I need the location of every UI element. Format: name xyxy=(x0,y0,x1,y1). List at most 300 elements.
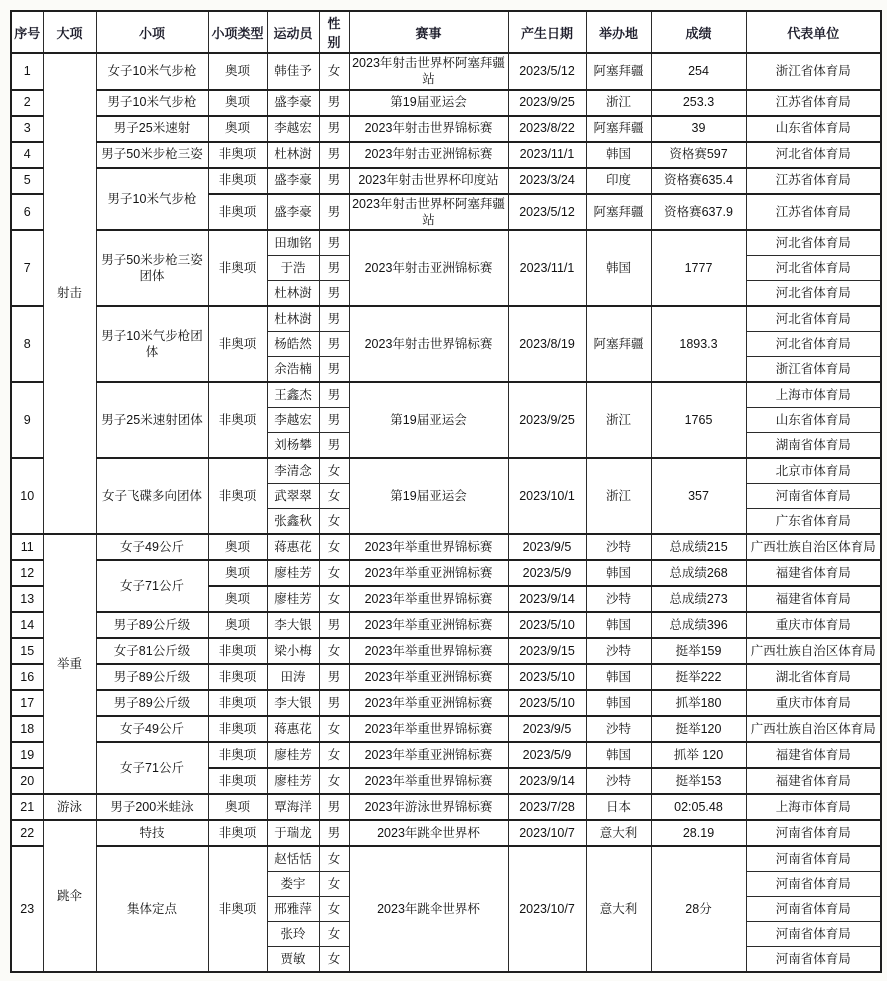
table-row xyxy=(11,142,881,168)
cell-unit: 江苏省体育局 xyxy=(746,90,881,116)
cell-venue: 沙特 xyxy=(586,586,651,612)
cell-athlete: 廖桂芳 xyxy=(267,560,319,586)
cell-athlete: 张玲 xyxy=(267,922,319,947)
cell-venue: 沙特 xyxy=(586,534,651,560)
cell-event: 男子89公斤级 xyxy=(96,664,208,690)
cell-gender: 女 xyxy=(319,742,349,768)
cell-event-type: 奥项 xyxy=(208,586,267,612)
cell-gender: 男 xyxy=(319,142,349,168)
cell-event-type: 奥项 xyxy=(208,612,267,638)
cell-venue: 印度 xyxy=(586,168,651,194)
cell-result: 总成绩396 xyxy=(651,612,746,638)
cell-venue: 沙特 xyxy=(586,716,651,742)
cell-date: 2023/9/14 xyxy=(508,586,586,612)
table-row xyxy=(11,382,881,408)
cell-athlete: 韩佳予 xyxy=(267,53,319,90)
cell-date: 2023/5/12 xyxy=(508,194,586,231)
table-row xyxy=(11,638,881,664)
cell-date: 2023/10/7 xyxy=(508,846,586,972)
cell-index: 10 xyxy=(11,458,43,534)
cell-competition: 2023年射击世界杯阿塞拜疆站 xyxy=(349,53,508,90)
cell-date: 2023/10/7 xyxy=(508,820,586,846)
cell-venue: 沙特 xyxy=(586,638,651,664)
cell-date: 2023/3/24 xyxy=(508,168,586,194)
cell-venue: 意大利 xyxy=(586,846,651,972)
cell-venue: 韩国 xyxy=(586,690,651,716)
cell-athlete: 李清念 xyxy=(267,458,319,484)
cell-date: 2023/11/1 xyxy=(508,230,586,306)
cell-index: 8 xyxy=(11,306,43,382)
cell-competition: 2023年举重世界锦标赛 xyxy=(349,586,508,612)
cell-venue: 浙江 xyxy=(586,90,651,116)
cell-gender: 男 xyxy=(319,612,349,638)
cell-gender: 男 xyxy=(319,664,349,690)
cell-date: 2023/9/14 xyxy=(508,768,586,794)
cell-result: 28.19 xyxy=(651,820,746,846)
cell-gender: 女 xyxy=(319,509,349,535)
cell-result: 28分 xyxy=(651,846,746,972)
cell-date: 2023/9/5 xyxy=(508,534,586,560)
cell-event-type: 奥项 xyxy=(208,90,267,116)
header-cell-unit: 代表单位 xyxy=(746,11,881,53)
cell-gender: 女 xyxy=(319,872,349,897)
cell-unit: 河南省体育局 xyxy=(746,484,881,509)
cell-unit: 福建省体育局 xyxy=(746,742,881,768)
cell-result: 抓举 120 xyxy=(651,742,746,768)
cell-event: 男子89公斤级 xyxy=(96,690,208,716)
cell-unit: 河南省体育局 xyxy=(746,897,881,922)
table-row xyxy=(11,116,881,142)
cell-gender: 男 xyxy=(319,408,349,433)
cell-event-type: 非奥项 xyxy=(208,142,267,168)
cell-unit: 福建省体育局 xyxy=(746,586,881,612)
cell-venue: 韩国 xyxy=(586,560,651,586)
table-body xyxy=(11,53,881,972)
cell-gender: 女 xyxy=(319,922,349,947)
cell-index: 6 xyxy=(11,194,43,231)
cell-athlete: 杜林澍 xyxy=(267,306,319,332)
cell-gender: 男 xyxy=(319,90,349,116)
table-row xyxy=(11,560,881,586)
cell-venue: 沙特 xyxy=(586,768,651,794)
cell-event-type: 非奥项 xyxy=(208,846,267,972)
cell-athlete: 盛李豪 xyxy=(267,90,319,116)
cell-index: 7 xyxy=(11,230,43,306)
header-cell-competition: 赛事 xyxy=(349,11,508,53)
cell-gender: 女 xyxy=(319,458,349,484)
cell-index: 1 xyxy=(11,53,43,90)
cell-date: 2023/10/1 xyxy=(508,458,586,534)
cell-result: 挺举153 xyxy=(651,768,746,794)
cell-event-type: 非奥项 xyxy=(208,768,267,794)
header-cell-event: 小项 xyxy=(96,11,208,53)
cell-unit: 河北省体育局 xyxy=(746,256,881,281)
cell-gender: 女 xyxy=(319,768,349,794)
cell-athlete: 蒋惠花 xyxy=(267,534,319,560)
table-row xyxy=(11,53,881,90)
cell-result: 02:05.48 xyxy=(651,794,746,820)
table-row xyxy=(11,612,881,638)
cell-sport: 举重 xyxy=(43,534,96,794)
cell-index: 17 xyxy=(11,690,43,716)
cell-result: 254 xyxy=(651,53,746,90)
cell-event: 女子49公斤 xyxy=(96,716,208,742)
cell-gender: 男 xyxy=(319,382,349,408)
cell-result: 资格赛637.9 xyxy=(651,194,746,231)
cell-athlete: 杜林澍 xyxy=(267,281,319,307)
cell-athlete: 李越宏 xyxy=(267,116,319,142)
cell-unit: 河北省体育局 xyxy=(746,230,881,256)
cell-gender: 男 xyxy=(319,357,349,383)
cell-competition: 2023年举重世界锦标赛 xyxy=(349,716,508,742)
header-cell-index: 序号 xyxy=(11,11,43,53)
cell-date: 2023/5/9 xyxy=(508,560,586,586)
cell-venue: 意大利 xyxy=(586,820,651,846)
cell-athlete: 廖桂芳 xyxy=(267,742,319,768)
cell-competition: 第19届亚运会 xyxy=(349,90,508,116)
table-row xyxy=(11,690,881,716)
cell-competition: 2023年举重亚洲锦标赛 xyxy=(349,742,508,768)
cell-gender: 男 xyxy=(319,332,349,357)
cell-result: 资格赛597 xyxy=(651,142,746,168)
cell-unit: 福建省体育局 xyxy=(746,560,881,586)
cell-result: 抓举180 xyxy=(651,690,746,716)
cell-gender: 男 xyxy=(319,433,349,459)
table-row xyxy=(11,90,881,116)
cell-venue: 韩国 xyxy=(586,664,651,690)
cell-gender: 男 xyxy=(319,794,349,820)
cell-event-type: 非奥项 xyxy=(208,820,267,846)
cell-event-type: 非奥项 xyxy=(208,638,267,664)
cell-index: 3 xyxy=(11,116,43,142)
cell-gender: 女 xyxy=(319,534,349,560)
cell-unit: 浙江省体育局 xyxy=(746,357,881,383)
cell-athlete: 蒋惠花 xyxy=(267,716,319,742)
cell-athlete: 廖桂芳 xyxy=(267,768,319,794)
cell-gender: 女 xyxy=(319,846,349,872)
cell-date: 2023/5/10 xyxy=(508,664,586,690)
cell-gender: 男 xyxy=(319,194,349,231)
cell-athlete: 盛李豪 xyxy=(267,194,319,231)
cell-competition: 2023年射击世界杯阿塞拜疆站 xyxy=(349,194,508,231)
cell-index: 2 xyxy=(11,90,43,116)
table-row xyxy=(11,230,881,256)
cell-index: 5 xyxy=(11,168,43,194)
cell-index: 13 xyxy=(11,586,43,612)
cell-date: 2023/9/15 xyxy=(508,638,586,664)
cell-event-type: 非奥项 xyxy=(208,382,267,458)
cell-unit: 上海市体育局 xyxy=(746,794,881,820)
header-cell-gender: 性别 xyxy=(319,11,349,53)
cell-event: 男子200米蛙泳 xyxy=(96,794,208,820)
cell-index: 20 xyxy=(11,768,43,794)
cell-venue: 浙江 xyxy=(586,382,651,458)
cell-event-type: 非奥项 xyxy=(208,742,267,768)
cell-event: 男子50米步枪三姿 xyxy=(96,142,208,168)
cell-unit: 广西壮族自治区体育局 xyxy=(746,638,881,664)
cell-athlete: 盛李豪 xyxy=(267,168,319,194)
cell-competition: 2023年射击亚洲锦标赛 xyxy=(349,230,508,306)
cell-athlete: 李大银 xyxy=(267,690,319,716)
cell-unit: 河北省体育局 xyxy=(746,306,881,332)
cell-unit: 湖南省体育局 xyxy=(746,433,881,459)
cell-event: 特技 xyxy=(96,820,208,846)
cell-competition: 2023年跳伞世界杯 xyxy=(349,820,508,846)
cell-unit: 河北省体育局 xyxy=(746,281,881,307)
cell-unit: 河南省体育局 xyxy=(746,846,881,872)
cell-date: 2023/9/25 xyxy=(508,382,586,458)
cell-index: 16 xyxy=(11,664,43,690)
cell-event: 集体定点 xyxy=(96,846,208,972)
cell-venue: 日本 xyxy=(586,794,651,820)
cell-date: 2023/8/19 xyxy=(508,306,586,382)
cell-date: 2023/5/12 xyxy=(508,53,586,90)
cell-gender: 女 xyxy=(319,484,349,509)
cell-unit: 河南省体育局 xyxy=(746,922,881,947)
cell-index: 4 xyxy=(11,142,43,168)
sports-results-table xyxy=(10,10,882,973)
table-row xyxy=(11,794,881,820)
cell-result: 挺举120 xyxy=(651,716,746,742)
table-row xyxy=(11,664,881,690)
cell-event: 女子飞碟多向团体 xyxy=(96,458,208,534)
cell-event-type: 非奥项 xyxy=(208,168,267,194)
cell-athlete: 张鑫秋 xyxy=(267,509,319,535)
cell-event: 男子10米气步枪团体 xyxy=(96,306,208,382)
table-row xyxy=(11,716,881,742)
cell-athlete: 赵恬恬 xyxy=(267,846,319,872)
cell-result: 39 xyxy=(651,116,746,142)
cell-result: 357 xyxy=(651,458,746,534)
cell-gender: 男 xyxy=(319,116,349,142)
cell-unit: 福建省体育局 xyxy=(746,768,881,794)
header-cell-venue: 举办地 xyxy=(586,11,651,53)
table-row xyxy=(11,306,881,332)
cell-date: 2023/9/25 xyxy=(508,90,586,116)
cell-unit: 重庆市体育局 xyxy=(746,612,881,638)
cell-competition: 2023年举重世界锦标赛 xyxy=(349,768,508,794)
cell-gender: 女 xyxy=(319,560,349,586)
cell-venue: 韩国 xyxy=(586,612,651,638)
cell-index: 19 xyxy=(11,742,43,768)
cell-athlete: 余浩楠 xyxy=(267,357,319,383)
cell-venue: 浙江 xyxy=(586,458,651,534)
cell-event-type: 非奥项 xyxy=(208,306,267,382)
cell-unit: 浙江省体育局 xyxy=(746,53,881,90)
cell-event: 女子10米气步枪 xyxy=(96,53,208,90)
cell-athlete: 贾敏 xyxy=(267,947,319,973)
cell-competition: 第19届亚运会 xyxy=(349,382,508,458)
cell-venue: 韩国 xyxy=(586,230,651,306)
cell-unit: 河南省体育局 xyxy=(746,872,881,897)
cell-result: 总成绩215 xyxy=(651,534,746,560)
cell-event-type: 奥项 xyxy=(208,53,267,90)
cell-competition: 2023年举重世界锦标赛 xyxy=(349,534,508,560)
cell-result: 挺举222 xyxy=(651,664,746,690)
cell-competition: 2023年射击世界锦标赛 xyxy=(349,306,508,382)
cell-index: 21 xyxy=(11,794,43,820)
cell-unit: 山东省体育局 xyxy=(746,408,881,433)
cell-venue: 韩国 xyxy=(586,142,651,168)
cell-unit: 山东省体育局 xyxy=(746,116,881,142)
cell-index: 15 xyxy=(11,638,43,664)
header-cell-event-type: 小项类型 xyxy=(208,11,267,53)
cell-unit: 北京市体育局 xyxy=(746,458,881,484)
cell-athlete: 于瑞龙 xyxy=(267,820,319,846)
cell-event-type: 非奥项 xyxy=(208,690,267,716)
cell-competition: 2023年射击亚洲锦标赛 xyxy=(349,142,508,168)
cell-date: 2023/5/10 xyxy=(508,612,586,638)
cell-unit: 河南省体育局 xyxy=(746,947,881,973)
cell-event: 女子71公斤 xyxy=(96,560,208,612)
header-cell-sport: 大项 xyxy=(43,11,96,53)
cell-gender: 男 xyxy=(319,820,349,846)
cell-date: 2023/11/1 xyxy=(508,142,586,168)
cell-venue: 阿塞拜疆 xyxy=(586,194,651,231)
cell-gender: 男 xyxy=(319,230,349,256)
cell-event: 男子50米步枪三姿团体 xyxy=(96,230,208,306)
cell-gender: 女 xyxy=(319,947,349,973)
cell-event: 男子89公斤级 xyxy=(96,612,208,638)
cell-athlete: 李大银 xyxy=(267,612,319,638)
cell-event-type: 非奥项 xyxy=(208,664,267,690)
cell-result: 挺举159 xyxy=(651,638,746,664)
cell-sport: 游泳 xyxy=(43,794,96,820)
cell-athlete: 田珈铭 xyxy=(267,230,319,256)
table-row xyxy=(11,742,881,768)
cell-competition: 2023年举重亚洲锦标赛 xyxy=(349,690,508,716)
cell-unit: 湖北省体育局 xyxy=(746,664,881,690)
cell-unit: 上海市体育局 xyxy=(746,382,881,408)
cell-venue: 阿塞拜疆 xyxy=(586,53,651,90)
cell-result: 1765 xyxy=(651,382,746,458)
cell-competition: 第19届亚运会 xyxy=(349,458,508,534)
cell-competition: 2023年举重亚洲锦标赛 xyxy=(349,664,508,690)
cell-athlete: 梁小梅 xyxy=(267,638,319,664)
cell-event: 男子10米气步枪 xyxy=(96,90,208,116)
cell-date: 2023/9/5 xyxy=(508,716,586,742)
cell-result: 总成绩268 xyxy=(651,560,746,586)
cell-athlete: 杜林澍 xyxy=(267,142,319,168)
cell-unit: 河北省体育局 xyxy=(746,142,881,168)
table-row xyxy=(11,820,881,846)
cell-index: 11 xyxy=(11,534,43,560)
cell-result: 总成绩273 xyxy=(651,586,746,612)
cell-unit: 河北省体育局 xyxy=(746,332,881,357)
cell-event-type: 非奥项 xyxy=(208,194,267,231)
cell-event-type: 奥项 xyxy=(208,116,267,142)
cell-index: 14 xyxy=(11,612,43,638)
cell-competition: 2023年射击世界杯印度站 xyxy=(349,168,508,194)
cell-competition: 2023年跳伞世界杯 xyxy=(349,846,508,972)
cell-index: 18 xyxy=(11,716,43,742)
cell-gender: 男 xyxy=(319,690,349,716)
cell-gender: 女 xyxy=(319,53,349,90)
cell-athlete: 田涛 xyxy=(267,664,319,690)
cell-unit: 河南省体育局 xyxy=(746,820,881,846)
cell-unit: 江苏省体育局 xyxy=(746,168,881,194)
cell-event-type: 非奥项 xyxy=(208,458,267,534)
cell-gender: 男 xyxy=(319,168,349,194)
cell-competition: 2023年举重世界锦标赛 xyxy=(349,638,508,664)
cell-competition: 2023年游泳世界锦标赛 xyxy=(349,794,508,820)
header-cell-date: 产生日期 xyxy=(508,11,586,53)
cell-result: 资格赛635.4 xyxy=(651,168,746,194)
cell-sport: 射击 xyxy=(43,53,96,534)
table-row xyxy=(11,534,881,560)
cell-event: 男子10米气步枪 xyxy=(96,168,208,231)
cell-athlete: 刘杨攀 xyxy=(267,433,319,459)
cell-date: 2023/8/22 xyxy=(508,116,586,142)
header-cell-athlete: 运动员 xyxy=(267,11,319,53)
cell-date: 2023/7/28 xyxy=(508,794,586,820)
cell-event-type: 非奥项 xyxy=(208,230,267,306)
cell-athlete: 邢雅萍 xyxy=(267,897,319,922)
cell-index: 22 xyxy=(11,820,43,846)
cell-athlete: 娄宇 xyxy=(267,872,319,897)
cell-athlete: 杨皓然 xyxy=(267,332,319,357)
table-row xyxy=(11,458,881,484)
cell-competition: 2023年举重亚洲锦标赛 xyxy=(349,612,508,638)
cell-event: 女子71公斤 xyxy=(96,742,208,794)
table-row xyxy=(11,168,881,194)
cell-venue: 阿塞拜疆 xyxy=(586,306,651,382)
cell-event: 男子25米速射团体 xyxy=(96,382,208,458)
cell-unit: 广西壮族自治区体育局 xyxy=(746,716,881,742)
cell-unit: 广东省体育局 xyxy=(746,509,881,535)
cell-unit: 广西壮族自治区体育局 xyxy=(746,534,881,560)
cell-athlete: 廖桂芳 xyxy=(267,586,319,612)
cell-unit: 重庆市体育局 xyxy=(746,690,881,716)
cell-index: 23 xyxy=(11,846,43,972)
cell-event: 女子49公斤 xyxy=(96,534,208,560)
cell-gender: 女 xyxy=(319,638,349,664)
cell-gender: 男 xyxy=(319,281,349,307)
cell-gender: 男 xyxy=(319,306,349,332)
cell-sport: 跳伞 xyxy=(43,820,96,972)
cell-athlete: 覃海洋 xyxy=(267,794,319,820)
header-cell-result: 成绩 xyxy=(651,11,746,53)
table-row xyxy=(11,846,881,872)
cell-index: 12 xyxy=(11,560,43,586)
cell-athlete: 王鑫杰 xyxy=(267,382,319,408)
header-row xyxy=(11,11,881,53)
cell-event: 男子25米速射 xyxy=(96,116,208,142)
cell-athlete: 武翠翠 xyxy=(267,484,319,509)
cell-event-type: 奥项 xyxy=(208,534,267,560)
cell-competition: 2023年射击世界锦标赛 xyxy=(349,116,508,142)
cell-result: 253.3 xyxy=(651,90,746,116)
cell-event: 女子81公斤级 xyxy=(96,638,208,664)
cell-athlete: 于浩 xyxy=(267,256,319,281)
cell-result: 1777 xyxy=(651,230,746,306)
cell-event-type: 奥项 xyxy=(208,560,267,586)
cell-gender: 女 xyxy=(319,897,349,922)
cell-venue: 阿塞拜疆 xyxy=(586,116,651,142)
cell-gender: 女 xyxy=(319,716,349,742)
cell-event-type: 奥项 xyxy=(208,794,267,820)
cell-date: 2023/5/9 xyxy=(508,742,586,768)
cell-event-type: 非奥项 xyxy=(208,716,267,742)
cell-venue: 韩国 xyxy=(586,742,651,768)
cell-gender: 女 xyxy=(319,586,349,612)
cell-gender: 男 xyxy=(319,256,349,281)
cell-index: 9 xyxy=(11,382,43,458)
cell-date: 2023/5/10 xyxy=(508,690,586,716)
cell-competition: 2023年举重亚洲锦标赛 xyxy=(349,560,508,586)
cell-result: 1893.3 xyxy=(651,306,746,382)
cell-athlete: 李越宏 xyxy=(267,408,319,433)
